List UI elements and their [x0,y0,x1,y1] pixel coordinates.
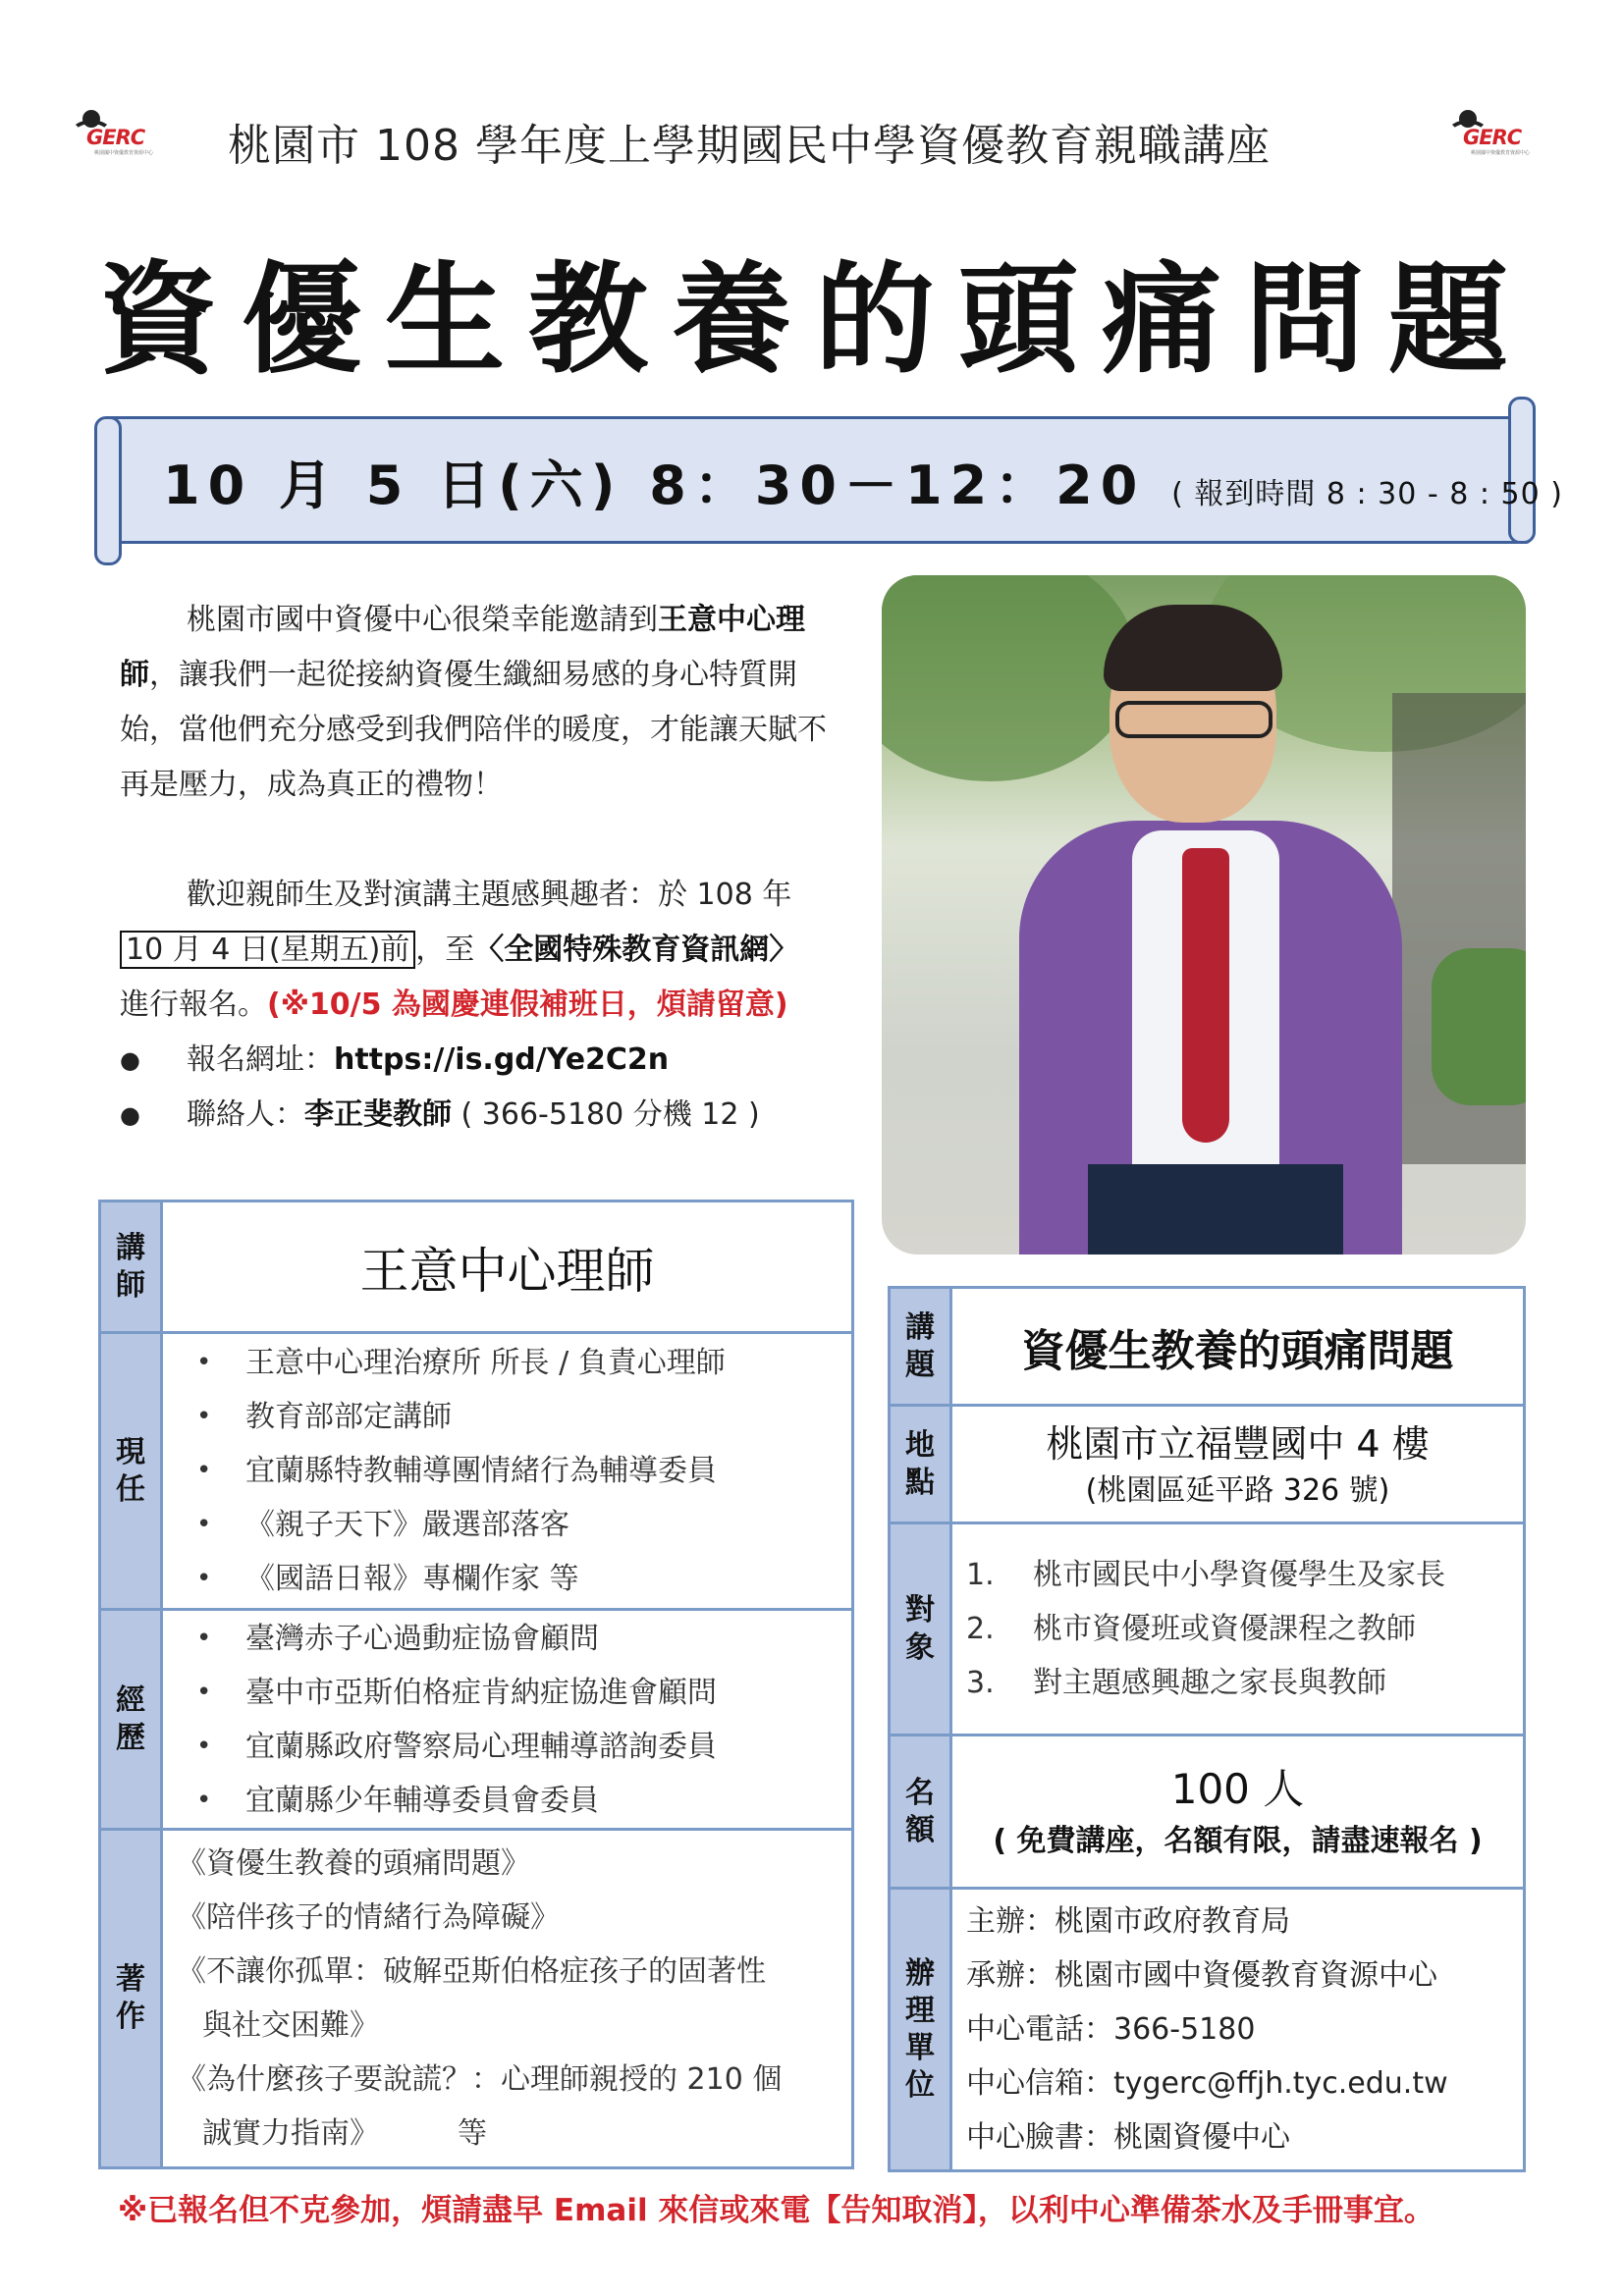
list-item: • 宜蘭縣特教輔導團情緒行為輔導委員 [163,1444,851,1498]
list-item: 《不讓你孤單：破解亞斯伯格症孩子的固著性 [177,1954,766,1989]
list-item: • 臺中市亞斯伯格症肯納症協進會顧問 [163,1666,851,1720]
deadline-box: 10 月 4 日(星期五)前 [120,931,415,969]
event-topic: 資優生教養的頭痛問題 [951,1288,1525,1406]
contact-name: 李正斐教師 [304,1097,452,1132]
registration-url-item: ● 報名網址：https://is.gd/Ye2C2n [120,1033,837,1088]
list-item: 與社交困難》 [202,2008,379,2043]
list-item: 中心臉書：桃園資優中心 [966,2120,1290,2155]
works-list [163,1831,851,2166]
contact-phone: ( 366-5180 分機 12 ) [460,1097,760,1132]
list-item: 2. 桃市資優班或資優課程之教師 [966,1612,1416,1646]
list-item: • 《國語日報》專欄作家 等 [163,1552,851,1606]
list-item: • 王意中心理治療所 所長 / 負責心理師 [163,1336,851,1390]
intro-text: 桃園市國中資優中心很榮幸能邀請到王意中心理師，讓我們一起從接納資優生纖細易感的身心特質開始，當他們充分感受到我們陪伴的暖度，才能讓天賦不再是壓力，成為真正的禮物！ 歡迎親師生及對演講主題感興趣者：於 108 年 10 月 4 日(星期五)前 ，至〈全國特殊教育資訊網〉 進行報名。(※10/5 為國慶連假補班日，煩請留意) ● 報名網址：https://is.gd/Ye2C2n ● 聯絡人：李正斐教師 ( 366-5180 分機 12 ) [120,593,837,1143]
list-item: 誠實力指南》 [202,2116,379,2151]
quota-count: 100 人 [1170,1764,1305,1813]
label-place: 地 點 [890,1406,951,1523]
logo-subtext: 桃園國中資優教育資源中心 [94,150,154,156]
list-item: 《陪伴孩子的情緒行為障礙》 [177,1900,560,1935]
logo-text: GERC [1463,126,1522,149]
list-item: 等 [458,2116,487,2151]
list-item: • 教育部部定講師 [163,1390,851,1444]
speaker-name: 王意中心理師 [162,1201,853,1333]
list-item: 中心電話：366-5180 [966,2012,1256,2047]
list-item: • 臺灣赤子心過動症協會顧問 [163,1612,851,1666]
gerc-logo-left [65,106,175,157]
event-address: (桃園區延平路 326 號) [1085,1472,1390,1508]
list-item: • 宜蘭縣少年輔導委員會委員 [163,1774,851,1828]
date-banner [94,397,1563,561]
speaker-table [98,1200,854,2169]
registration-site: 〈全國特殊教育資訊網〉 [474,933,799,967]
event-info-table [888,1286,1526,2172]
list-item: 《為什麼孩子要說謊？：心理師親授的 210 個 [177,2062,783,2097]
event-place: 桃園市立福豐國中 4 樓 [1046,1421,1430,1466]
holiday-notice: (※10/5 為國慶連假補班日，煩請留意) [267,988,788,1022]
label-experience: 經 歷 [100,1610,162,1830]
experience-list [163,1612,851,1828]
label-speaker: 講 師 [100,1201,162,1333]
logo-subtext: 桃園國中資優教育資源中心 [1471,150,1531,156]
label-quota: 名 額 [890,1735,951,1889]
list-item: 3. 對主題感興趣之家長與教師 [966,1666,1386,1700]
label-works: 著 作 [100,1830,162,2168]
label-current: 現 任 [100,1333,162,1610]
gerc-logo-right [1441,106,1551,157]
contact-item: ● 聯絡人：李正斐教師 ( 366-5180 分機 12 ) [120,1088,837,1143]
registration-url-link[interactable]: https://is.gd/Ye2C2n [334,1042,670,1077]
cancellation-note: ※已報名但不克參加，煩請盡早 Email 來信或來電【告知取消】，以利中心準備茶水及手冊事宜。 [118,2193,1435,2228]
event-title: 資優生教養的頭痛問題 [98,250,1532,390]
event-subtitle: 桃園市 108 學年度上學期國民中學資優教育親職講座 [228,121,1271,171]
logo-text: GERC [86,126,145,149]
list-item: • 《親子天下》嚴選部落客 [163,1498,851,1552]
speaker-photo [882,575,1526,1255]
list-item: 1. 桃市國民中小學資優學生及家長 [966,1558,1445,1592]
organizer-list [951,1889,1525,2171]
label-organizer: 辦 理 單 位 [890,1889,951,2171]
audience-list [952,1538,1523,1720]
list-item: 承辦：桃園市國中資優教育資源中心 [966,1958,1437,1993]
list-item: 中心信箱：tygerc@ffjh.tyc.edu.tw [966,2066,1448,2101]
list-item: • 宜蘭縣政府警察局心理輔導諮詢委員 [163,1720,851,1774]
event-datetime: 10 月 5 日(六) 8：30－12：20 [163,454,1146,516]
quota-note: ( 免費講座，名額有限，請盡速報名 ) [993,1823,1483,1858]
speaker-highlight: 王意中心理師 [120,603,805,692]
list-item: 主辦：桃園市政府教育局 [966,1904,1290,1939]
list-item: 《資優生教養的頭痛問題》 [177,1846,530,1881]
label-audience: 對 象 [890,1523,951,1735]
current-positions-list [163,1336,851,1606]
checkin-time: ( 報到時間 8 : 30 - 8 : 50 ) [1171,477,1563,511]
label-topic: 講 題 [890,1288,951,1406]
